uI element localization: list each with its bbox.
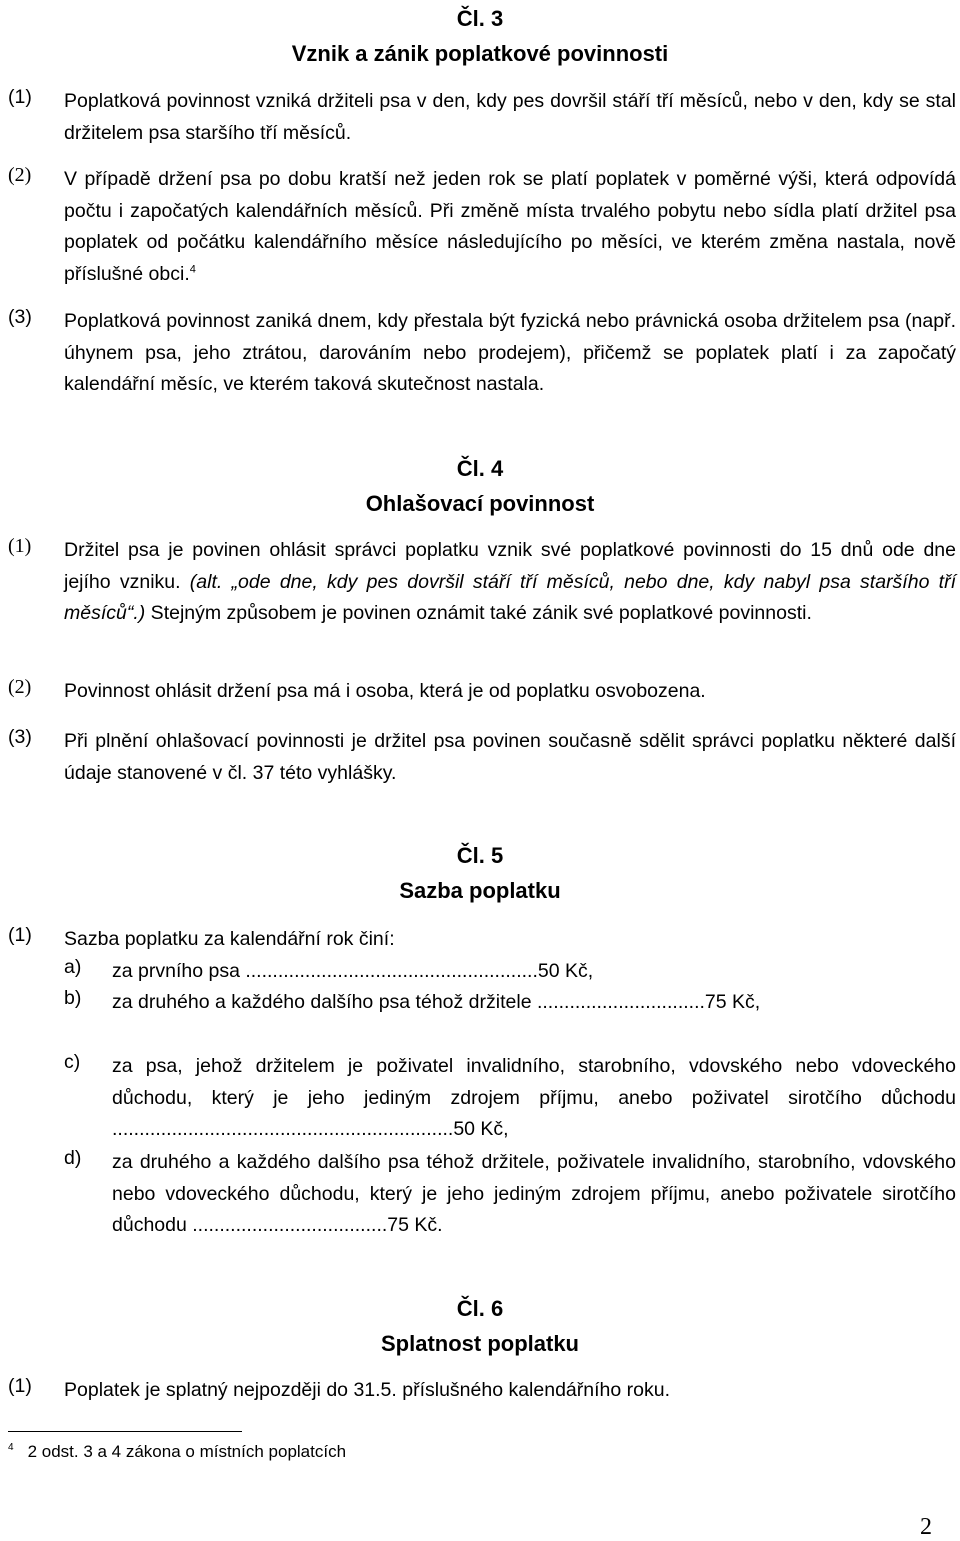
paragraph-number: (3) [8, 726, 32, 748]
article-6-title: Splatnost poplatku [381, 1331, 579, 1356]
article-3-number: Čl. 3 [456, 6, 504, 31]
article-4-title: Ohlašovací povinnost [365, 491, 595, 516]
article-5-title: Sazba poplatku [399, 878, 561, 903]
alternative-wording: (alt. „ode dne, kdy pes dovršil stáří tří měsíců, nebo dne, kdy nabyl psa staršího tří měsíců“.) [64, 570, 956, 624]
page-number: 2 [920, 1514, 932, 1540]
item-label: b) [64, 987, 82, 1009]
paragraph-text: V případě držení psa po dobu kratší než jeden rok se platí poplatek v poměrné výši, která odpovídá počtu i započatých kalendářních měsíců. Při změně místa trvalého pobytu nebo sídla platí držitel psa poplatek od počátku kalendářního měsíce následujícího po měsíci, ve kterém změna nastala, nově příslušné obci.$^4$ [64, 168, 956, 285]
paragraph-number: (1) [8, 535, 32, 557]
article-4-number: Čl. 4 [456, 456, 504, 481]
item-text: za psa, jehož držitelem je poživatel invalidního, starobního, vdovského nebo vdoveckého důchodu, který je jeho jediným zdrojem příjmu, anebo poživatel sirotčího důchodu ...............................................................50 Kč, [112, 1055, 956, 1140]
paragraph-text: Držitel psa je povinen ohlásit správci poplatku vznik své poplatkové povinnosti do 15 dnů ode dne jejího vzniku. (alt. „ode dne, kdy pes dovršil stáří tří měsíců, nebo dne, kdy nabyl psa staršího tří měsíců“.) Stejným způsobem je povinen oznámit také zánik své poplatkové povinnosti. [64, 539, 956, 624]
item-label: a) [64, 956, 82, 978]
paragraph-text: Při plnění ohlašovací povinnosti je držitel psa povinen současně sdělit správci poplatku některé další údaje stanovené v čl. 37 této vyhlášky. [64, 730, 956, 784]
footnote-text: 2 odst. 3 a 4 zákona o místních poplatcích [27, 1442, 347, 1461]
paragraph-text: Poplatek je splatný nejpozději do 31.5. příslušného kalendářního roku. [64, 1379, 670, 1401]
article-5-number: Čl. 5 [456, 843, 504, 868]
paragraph-number: (2) [8, 676, 32, 698]
article-3-title: Vznik a zánik poplatkové povinnosti [291, 41, 669, 66]
footnote [8, 1442, 346, 1462]
article-6-number: Čl. 6 [456, 1296, 504, 1321]
footnote-reference[interactable]: 4 [189, 263, 196, 275]
item-text: za druhého a každého dalšího psa téhož držitele, poživatele invalidního, starobního, vdovského nebo vdoveckého důchodu, který je jeho jediným zdrojem příjmu, anebo poživatele sirotčího důchodu ....................................75 Kč. [112, 1151, 956, 1236]
footnote-separator [8, 1431, 242, 1432]
paragraph-number: (1) [8, 1375, 32, 1397]
paragraph-number: (2) [8, 164, 32, 186]
paragraph-text: Poplatková povinnost vzniká držiteli psa v den, kdy pes dovršil stáří tří měsíců, nebo v den, kdy se stal držitelem psa staršího tří měsíců. [64, 90, 956, 144]
item-text: za druhého a každého dalšího psa téhož držitele ...............................75 Kč, [112, 991, 761, 1013]
paragraph-text: Sazba poplatku za kalendářní rok činí: [64, 928, 395, 950]
item-label: c) [64, 1051, 81, 1073]
paragraph-number: (3) [8, 306, 32, 328]
paragraph-text: Poplatková povinnost zaniká dnem, kdy přestala být fyzická nebo právnická osoba držitelem psa (např. úhynem psa, jeho ztrátou, darováním nebo prodejem), přičemž se poplatek platí i za započatý kalendářní měsíc, ve kterém taková skutečnost nastala. [64, 310, 956, 395]
footnote-mark: 4 [8, 1442, 14, 1454]
paragraph-number: (1) [8, 924, 32, 946]
paragraph-number: (1) [8, 86, 32, 108]
item-label: d) [64, 1147, 82, 1169]
item-text: za prvního psa ......................................................50 Kč, [112, 960, 594, 982]
paragraph-text: Povinnost ohlásit držení psa má i osoba, která je od poplatku osvobozena. [64, 680, 706, 702]
